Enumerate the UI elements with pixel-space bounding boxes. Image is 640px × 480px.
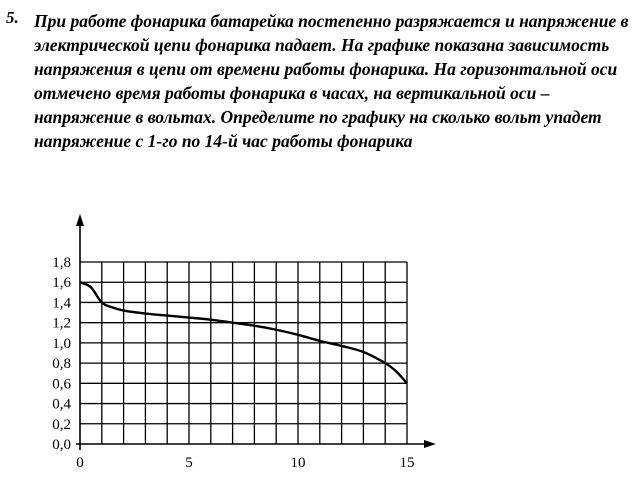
y-tick-label: 0,4	[52, 396, 71, 413]
x-tick-label: 5	[185, 455, 193, 471]
y-tick-label: 1,4	[52, 295, 71, 312]
y-tick-label: 1,8	[52, 255, 71, 271]
chart-series	[80, 282, 407, 383]
y-tick-label: 1,6	[52, 275, 71, 292]
chart-grid	[80, 262, 407, 444]
chart-axes	[76, 214, 436, 450]
voltage-curve	[80, 282, 407, 383]
y-tick-label: 0,0	[52, 437, 71, 453]
x-tick-label: 15	[399, 455, 415, 471]
y-tick-label: 0,6	[52, 376, 71, 393]
y-tick-label: 1,2	[52, 315, 71, 332]
y-tick-label: 0,8	[52, 356, 71, 373]
x-tick-label: 10	[290, 455, 306, 471]
y-axis-arrow-icon	[76, 214, 84, 226]
y-tick-label: 1,0	[52, 335, 71, 352]
x-tick-label: 0	[76, 455, 84, 471]
task-text: При работе фонарика батарейка постепенно разряжается и напряжение в электрической цепи фонарика падает. На графике показана зависимость напряжения в цепи от времени работы фонарика. На горизонтальной оси отмечено время работы фонарика в часах, на вертикальной оси – напряжение в вольтах. Определите по графику на сколько вольт упадет напряжение с 1-го по 14-й час работы фонарика	[34, 11, 629, 151]
x-axis-arrow-icon	[424, 440, 436, 448]
task-number: 5.	[6, 8, 19, 27]
y-tick-label: 0,2	[52, 416, 71, 433]
